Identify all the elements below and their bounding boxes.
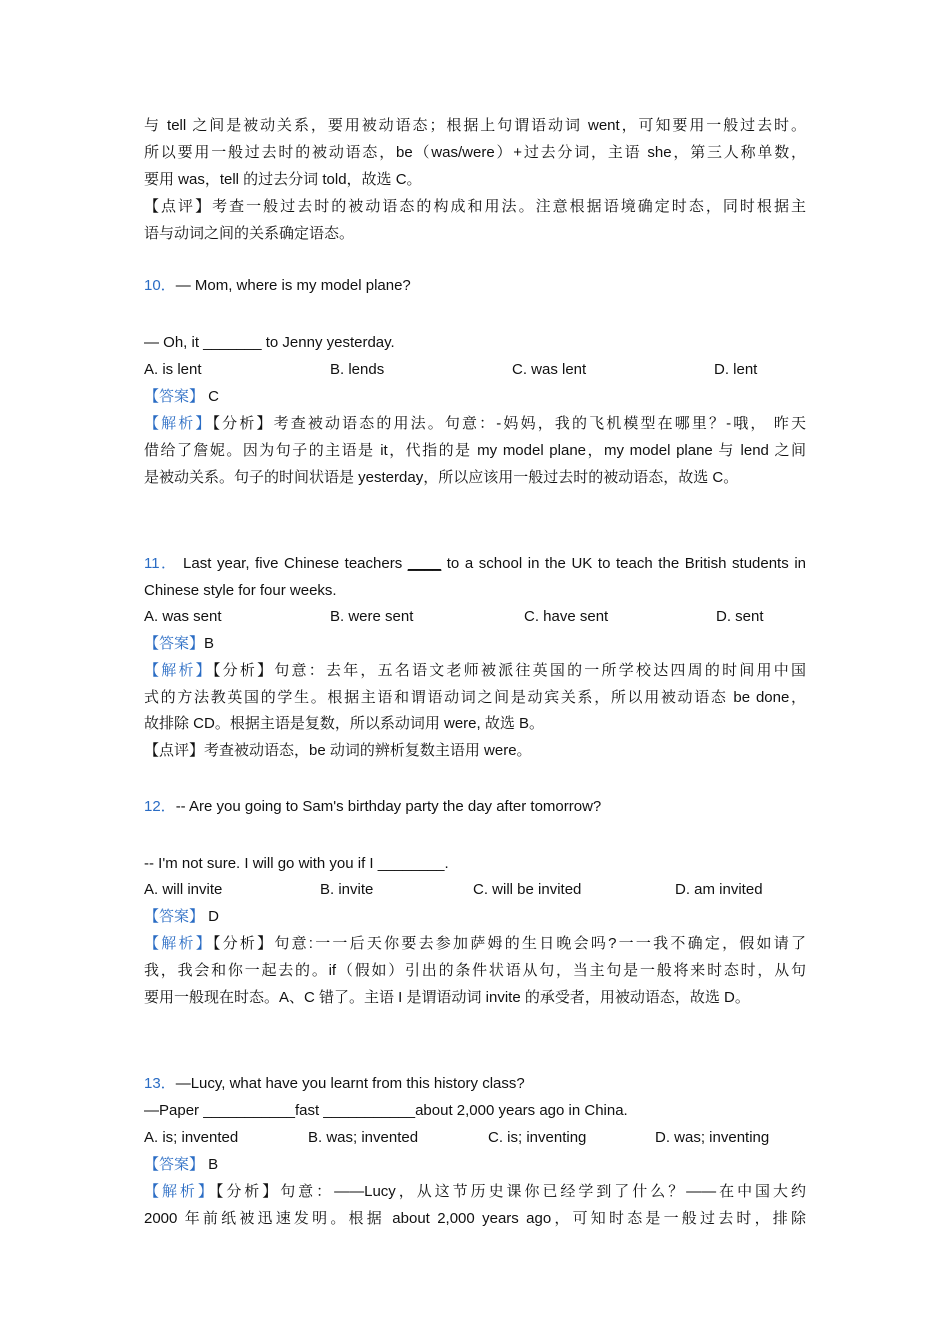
option-a: A. will invite [144,881,223,898]
answer-tag: 【答案】 [144,635,205,652]
question-number: 11． [144,555,178,572]
question-text: —Lucy, what have you learnt from this history class? [175,1075,525,1092]
analysis-text: 【分析】句意:一一后天你要去参加萨姆的生日晚会吗?一一我不确定，假如请了 [212,935,806,952]
option-b: B. lends [330,361,385,378]
answer-value: D [204,908,220,925]
question-10-analysis-line [144,410,806,437]
answer-value: B [204,635,215,652]
question-13-stem [144,1070,806,1097]
paragraph-line: 所以要用一般过去时的被动语态，be（was/were）+过去分词，主语 she，第三人称单数， [144,144,806,161]
option-a: A. is; invented [144,1129,239,1146]
analysis-text: 【分析】考查被动语态的用法。句意：-妈妈，我的飞机模型在哪里？-哦， 昨天 [212,415,806,432]
option-d: D. lent [714,361,758,378]
answer-tag: 【答案】 [144,908,205,925]
answer-blank: ____ [407,555,442,572]
analysis-tag: 【解析】 [144,935,213,952]
paragraph-line: 与 tell 之间是被动关系，要用被动语态；根据上句谓语动词 went，可知要用一般过去时。 [144,117,806,134]
analysis-text: 【分析】句意：去年，五名语文老师被派往英国的一所学校达四周的时间用中国 [212,662,806,679]
question-number: 10． [144,277,176,294]
question-number: 12． [144,798,176,815]
question-11-line2: Chinese style for four weeks. [144,582,337,599]
answer-tag: 【答案】 [144,1156,205,1173]
question-13-answer [144,1151,806,1178]
question-10-analysis-line: 借给了詹妮。因为句子的主语是 it，代指的是 my model plane，my model plane 与 lend 之间 [144,442,806,459]
question-12-analysis-line [144,930,806,957]
question-11-analysis-line [144,657,806,684]
answer-value: C [204,388,220,405]
question-text: — Mom, where is my model plane? [175,277,411,294]
question-11-analysis-line: 故排除 CD。根据主语是复数，所以系动词用 were, 故选 B。 [144,715,545,732]
question-12-answer [144,903,806,930]
analysis-text: 【分析】句意：——Lucy，从这节历史课你已经学到了什么？——在中国大约 [215,1183,806,1200]
question-text: -- Are you going to Sam's birthday party the day after tomorrow? [175,798,602,815]
question-12-line2: -- I'm not sure. I will go with you if I ________. [144,855,449,872]
question-10-analysis-line: 是被动关系。句子的时间状语是 yesterday，所以应该用一般过去时的被动语态，故选 C。 [144,469,739,486]
question-10-answer [144,383,806,410]
question-13-line2: —Paper ___________fast ___________about 2,000 years ago in China. [144,1102,628,1119]
analysis-tag: 【解析】 [144,1183,216,1200]
question-12-analysis-line: 我，我会和你一起去的。if（假如）引出的条件状语从句，当主句是一般将来时态时，从句 [144,962,806,979]
option-d: D. sent [716,608,764,625]
option-a: A. is lent [144,361,202,378]
question-10-stem [144,272,806,299]
option-c: C. have sent [524,608,609,625]
analysis-tag: 【解析】 [144,415,213,432]
question-10-line2: — Oh, it _______ to Jenny yesterday. [144,334,395,351]
answer-tag: 【答案】 [144,388,205,405]
option-c: C. was lent [512,361,587,378]
option-c: C. is; inventing [488,1129,587,1146]
option-c: C. will be invited [473,881,582,898]
review-line: 【点评】考查一般过去时的被动语态的构成和用法。注意根据语境确定时态，同时根据主 [144,198,806,215]
question-11-answer [144,630,806,657]
analysis-tag: 【解析】 [144,662,213,679]
question-13-analysis-line [144,1178,806,1205]
answer-value: B [204,1156,219,1173]
question-13-analysis-line: 2000 年前纸被迅速发明。根据 about 2,000 years ago，可知时态是一般过去时，排除 [144,1210,806,1227]
question-11-stem [144,550,806,577]
question-12-analysis-line: 要用一般现在时态。A、C 错了。主语 I 是谓语动词 invite 的承受者，用被动语态，故选 D。 [144,989,750,1006]
option-b: B. were sent [330,608,414,625]
question-text: Last year, five Chinese teachers [177,555,408,572]
question-12-stem [144,793,806,820]
review-line: 语与动词之间的关系确定语态。 [144,225,355,242]
paragraph-line: 要用 was，tell 的过去分词 told，故选 C。 [144,171,422,188]
question-11-analysis-line: 式的方法教英国的学生。根据主语和谓语动词之间是动宾关系，所以用被动语态 be done， [144,689,806,706]
question-11-review: 【点评】考查被动语态，be 动词的辨析复数主语用 were。 [144,742,532,759]
option-d: D. am invited [675,881,763,898]
option-b: B. invite [320,881,374,898]
question-text: to a school in the UK to teach the British students in [441,555,806,572]
option-a: A. was sent [144,608,222,625]
option-b: B. was; invented [308,1129,419,1146]
option-d: D. was; inventing [655,1129,770,1146]
question-number: 13． [144,1075,176,1092]
